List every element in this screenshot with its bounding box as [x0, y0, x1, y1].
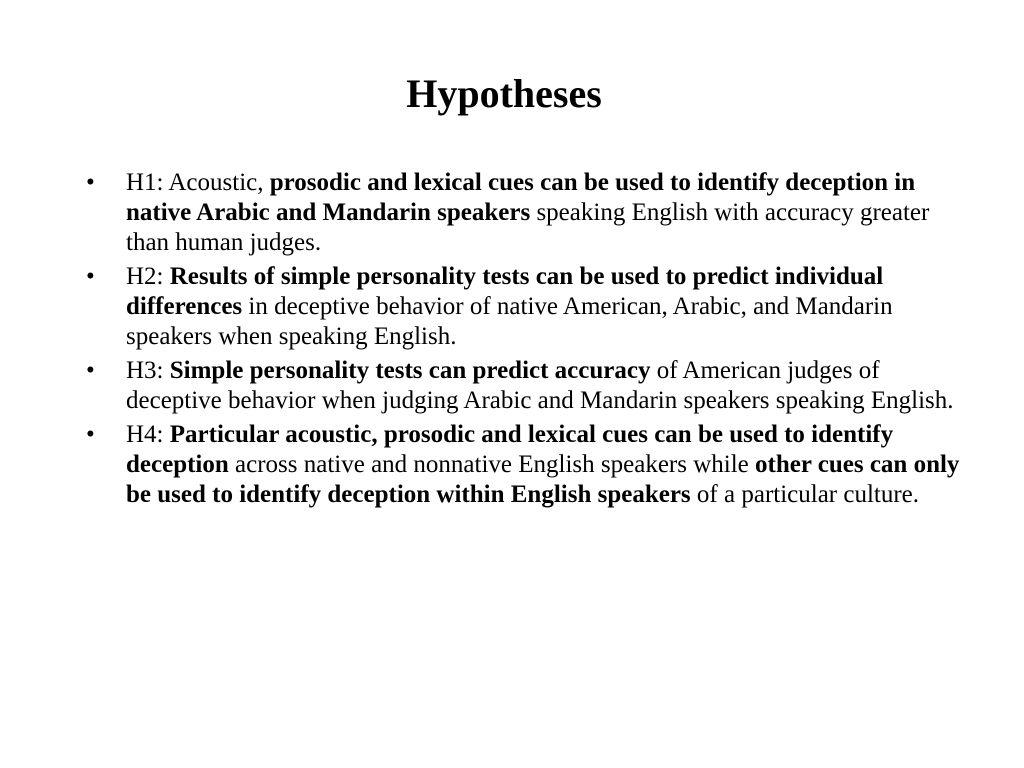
hypothesis-text: speaking English with accuracy greater than human judges. [126, 199, 930, 256]
bullet-icon: • [86, 357, 95, 384]
hypothesis-text: across native and nonnative English speakers while [228, 451, 756, 478]
hypothesis-text: in deceptive behavior of native American, Arabic, and Mandarin speakers when speaking English. [126, 293, 893, 350]
bullet-icon: • [86, 169, 95, 196]
hypothesis-h4 [86, 420, 966, 510]
hypothesis-label: H3: [126, 357, 170, 384]
hypothesis-text: Acoustic, [168, 169, 270, 196]
hypothesis-emphasis: other cues can only be used to identify deception within English speakers [126, 451, 960, 508]
slide-title: Hypotheses [406, 71, 602, 116]
hypothesis-emphasis: Particular acoustic, prosodic and lexical cues can be used to identify deception [126, 421, 894, 478]
hypothesis-emphasis: Simple personality tests can predict accuracy [169, 357, 651, 384]
hypothesis-h3 [86, 356, 966, 416]
hypothesis-h2 [86, 262, 966, 352]
hypothesis-text: of American judges of deceptive behavior when judging Arabic and Mandarin speakers speaking English. [126, 357, 954, 414]
hypothesis-emphasis: prosodic and lexical cues can be used to identify deception in native Arabic and Mandarin speakers [126, 169, 916, 226]
hypothesis-label: H4: [126, 421, 170, 448]
hypothesis-label: H2: [126, 263, 170, 290]
hypothesis-emphasis: Results of simple personality tests can be used to predict individual differences [126, 263, 884, 320]
hypothesis-h1 [86, 168, 966, 258]
hypothesis-text: of a particular culture. [690, 481, 920, 508]
hypothesis-label: H1: [126, 169, 169, 196]
hypotheses-list [86, 168, 966, 514]
bullet-icon: • [86, 421, 95, 448]
bullet-icon: • [86, 263, 95, 290]
